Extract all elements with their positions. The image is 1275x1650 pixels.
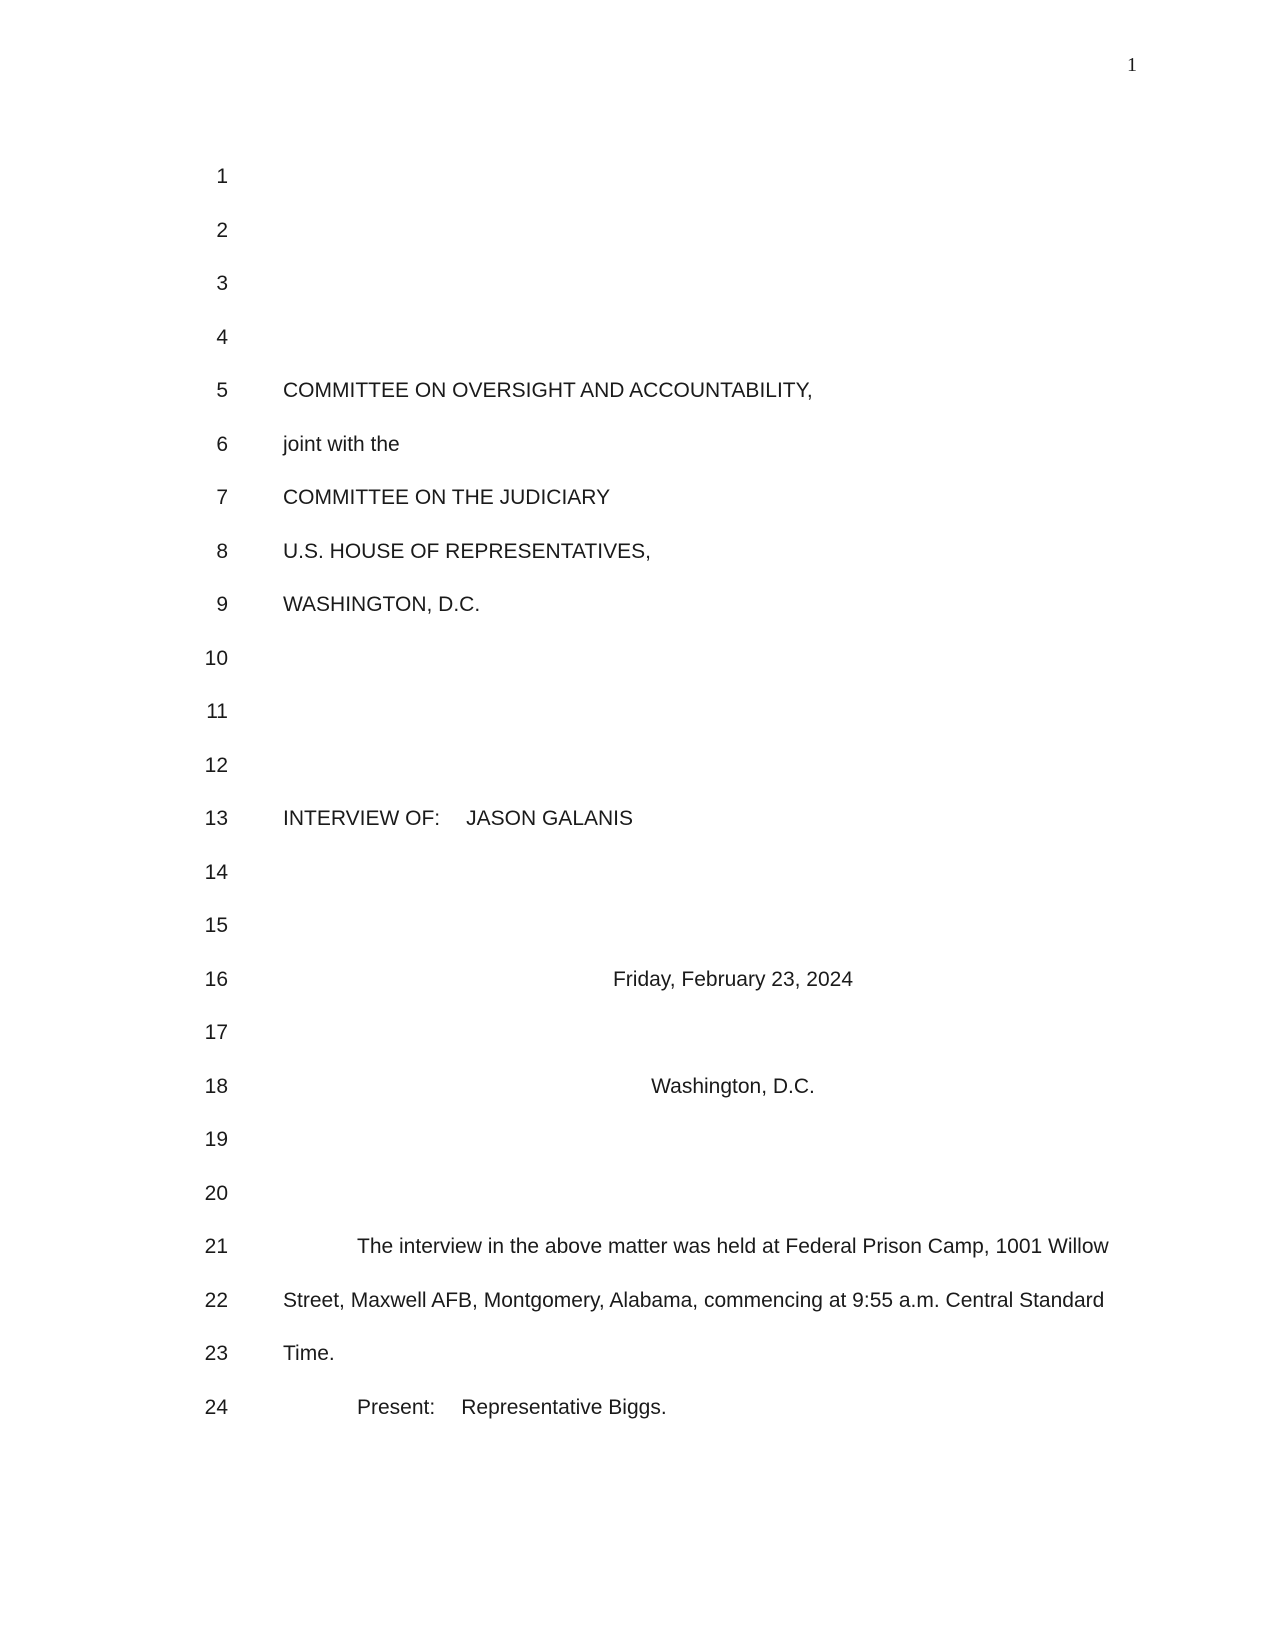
statement-text: The interview in the above matter was held at Federal Prison Camp, 1001 Willow	[357, 1235, 1109, 1258]
interviewee-name: JASON GALANIS	[466, 807, 634, 830]
transcript-line	[0, 591, 1275, 645]
line-number: 23	[204, 1342, 228, 1365]
transcript-line	[0, 484, 1275, 538]
line-number: 6	[216, 432, 228, 456]
transcript-line	[0, 377, 1275, 431]
transcript-line	[0, 538, 1275, 592]
committee-name-judiciary: COMMITTEE ON THE JUDICIARY	[283, 486, 611, 509]
statement-text: Street, Maxwell AFB, Montgomery, Alabama, commencing at 9:55 a.m. Central Standard	[283, 1288, 1105, 1312]
transcript-line	[0, 1340, 1275, 1394]
interview-date: Friday, February 23, 2024	[612, 967, 854, 991]
page-number: 1	[1127, 54, 1137, 76]
transcript-line	[0, 217, 1275, 271]
transcript-line	[0, 912, 1275, 966]
line-number: 17	[204, 1021, 228, 1044]
line-number: 3	[216, 272, 228, 295]
transcript-body	[0, 163, 1275, 1447]
transcript-line	[0, 163, 1275, 217]
committee-name-oversight: COMMITTEE ON OVERSIGHT AND ACCOUNTABILITY,	[283, 379, 813, 402]
line-number: 18	[204, 1074, 228, 1098]
transcript-line	[0, 1180, 1275, 1234]
line-number: 19	[204, 1128, 228, 1151]
transcript-line	[0, 431, 1275, 485]
line-number: 7	[216, 486, 228, 509]
line-number: 13	[204, 807, 228, 830]
joint-with-text: joint with the	[283, 432, 400, 456]
line-number: 1	[216, 165, 228, 188]
transcript-line	[0, 859, 1275, 913]
transcript-line	[0, 1287, 1275, 1341]
present-line	[283, 1394, 1183, 1422]
line-number: 14	[204, 860, 228, 884]
line-number: 4	[216, 325, 228, 349]
line-number: 15	[204, 914, 228, 937]
line-number: 8	[216, 539, 228, 563]
line-number: 16	[204, 967, 228, 991]
line-number: 22	[204, 1288, 228, 1312]
house-name: U.S. HOUSE OF REPRESENTATIVES,	[283, 539, 651, 563]
line-number: 5	[216, 379, 228, 402]
transcript-line	[0, 966, 1275, 1020]
transcript-line	[0, 324, 1275, 378]
transcript-line	[0, 1073, 1275, 1127]
transcript-line	[0, 1233, 1275, 1287]
statement-text: Time.	[283, 1342, 335, 1365]
transcript-line	[0, 1394, 1275, 1448]
transcript-line	[0, 645, 1275, 699]
present-members: Representative Biggs.	[461, 1395, 667, 1419]
line-number: 20	[204, 1181, 228, 1205]
line-number: 11	[206, 700, 228, 723]
interview-of-line	[283, 805, 1183, 833]
line-number: 9	[216, 593, 228, 616]
transcript-line	[0, 752, 1275, 806]
interview-location: Washington, D.C.	[651, 1074, 815, 1098]
transcript-line	[0, 698, 1275, 752]
transcript-line	[0, 805, 1275, 859]
line-number: 24	[204, 1395, 228, 1419]
line-number: 10	[204, 646, 228, 670]
location-heading: WASHINGTON, D.C.	[283, 593, 481, 616]
present-label: Present:	[357, 1395, 436, 1419]
transcript-line	[0, 1019, 1275, 1073]
line-number: 2	[216, 218, 228, 242]
transcript-line	[0, 270, 1275, 324]
interview-of-label: INTERVIEW OF:	[283, 807, 441, 830]
line-number: 12	[204, 753, 228, 777]
line-number: 21	[204, 1235, 228, 1258]
transcript-line	[0, 1126, 1275, 1180]
